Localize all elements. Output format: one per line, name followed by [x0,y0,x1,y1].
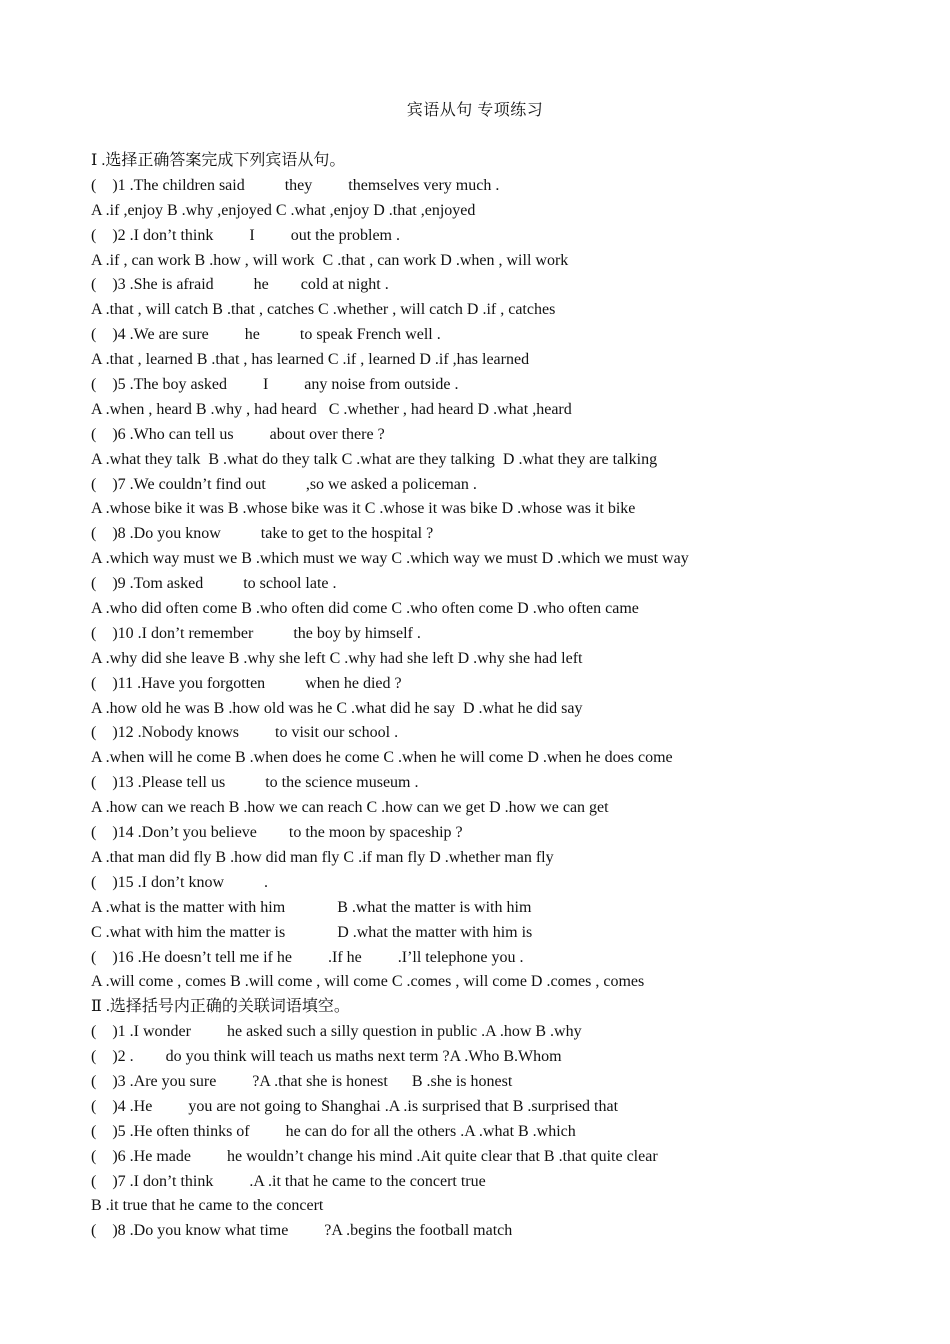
question-line: ( )13 .Please tell us to the science museum . [91,774,419,792]
question-line: ( )5 .He often thinks of he can do for all the others .A .what B .which [91,1122,576,1140]
question-line: ( )16 .He doesn’t tell me if he .If he .I’ll telephone you . [91,948,524,966]
question-line: ( )5 .The boy asked I any noise from outside . [91,376,459,394]
question-line: ( )7 .We couldn’t find out ,so we asked a policeman . [91,475,477,493]
question-line: ( )6 .Who can tell us about over there ? [91,425,385,443]
options-line: A .if ,enjoy B .why ,enjoyed C .what ,enjoy D .that ,enjoyed [91,201,476,219]
options-line: A .if , can work B .how , will work C .that , can work D .when , will work [91,251,569,269]
question-line: ( )2 .I don’t think I out the problem . [91,226,400,244]
options-line: A .which way must we B .which must we way C .which way we must D .which we must way [91,550,689,568]
options-line: A .who did often come B .who often did come C .who often come D .who often came [91,600,639,618]
question-line: ( )4 .He you are not going to Shanghai .A .is surprised that B .surprised that [91,1097,619,1115]
question-line: ( )3 .Are you sure ?A .that she is honest B .she is honest [91,1072,513,1090]
options-line: A .when will he come B .when does he come C .when he will come D .when he does come [91,749,673,767]
options-line: A .what is the matter with him B .what the matter is with him [91,898,532,916]
options-line: A .that , will catch B .that , catches C .whether , will catch D .if , catches [91,301,556,319]
question-line: ( )8 .Do you know take to get to the hospital ? [91,525,434,543]
options-line: A .that man did fly B .how did man fly C .if man fly D .whether man fly [91,848,554,866]
question-line: ( )2 . do you think will teach us maths next term ?A .Who B.Whom [91,1048,562,1066]
question-line: ( )11 .Have you forgotten when he died ? [91,674,402,692]
options-line: A .that , learned B .that , has learned C .if , learned D .if ,has learned [91,351,530,369]
exercise-body [91,149,931,1244]
options-line: A .will come , comes B .will come , will come C .comes , will come D .comes , comes [91,973,645,991]
question-line: ( )6 .He made he wouldn’t change his mind .Ait quite clear that B .that quite clear [91,1147,658,1165]
question-line: ( )1 .The children said they themselves very much . [91,176,500,194]
options-line: A .when , heard B .why , had heard C .whether , had heard D .what ,heard [91,400,572,418]
options-line: A .how old he was B .how old was he C .what did he say D .what he did say [91,699,583,717]
section-1-heading: Ⅰ .选择正确答案完成下列宾语从句。 [91,152,346,169]
page-title: 宾语从句 专项练习 [406,102,544,119]
options-line: A .what they talk B .what do they talk C .what are they talking D .what they are talking [91,450,658,468]
question-line: ( )15 .I don’t know . [91,873,269,891]
options-line: A .why did she leave B .why she left C .why had she left D .why she had left [91,649,583,667]
question-line: ( )7 .I don’t think .A .it that he came to the concert true [91,1172,486,1190]
section-2-heading: Ⅱ .选择括号内正确的关联词语填空。 [91,998,350,1016]
options-line: A .whose bike it was B .whose bike was it C .whose it was bike D .whose was it bike [91,500,636,518]
options-line: A .how can we reach B .how we can reach C .how can we get D .how we can get [91,799,609,817]
question-line: ( )8 .Do you know what time ?A .begins the football match [91,1222,513,1240]
question-line: ( )3 .She is afraid he cold at night . [91,276,389,294]
question-line: ( )4 .We are sure he to speak French well . [91,326,441,344]
question-line: ( )12 .Nobody knows to visit our school . [91,724,399,742]
question-line: ( )10 .I don’t remember the boy by himself . [91,624,421,642]
options-line: B .it true that he came to the concert [91,1197,324,1215]
question-line: ( )1 .I wonder he asked such a silly question in public .A .how B .why [91,1023,582,1041]
question-line: ( )9 .Tom asked to school late . [91,575,337,593]
options-line: C .what with him the matter is D .what the matter with him is [91,923,533,941]
question-line: ( )14 .Don’t you believe to the moon by spaceship ? [91,824,463,842]
